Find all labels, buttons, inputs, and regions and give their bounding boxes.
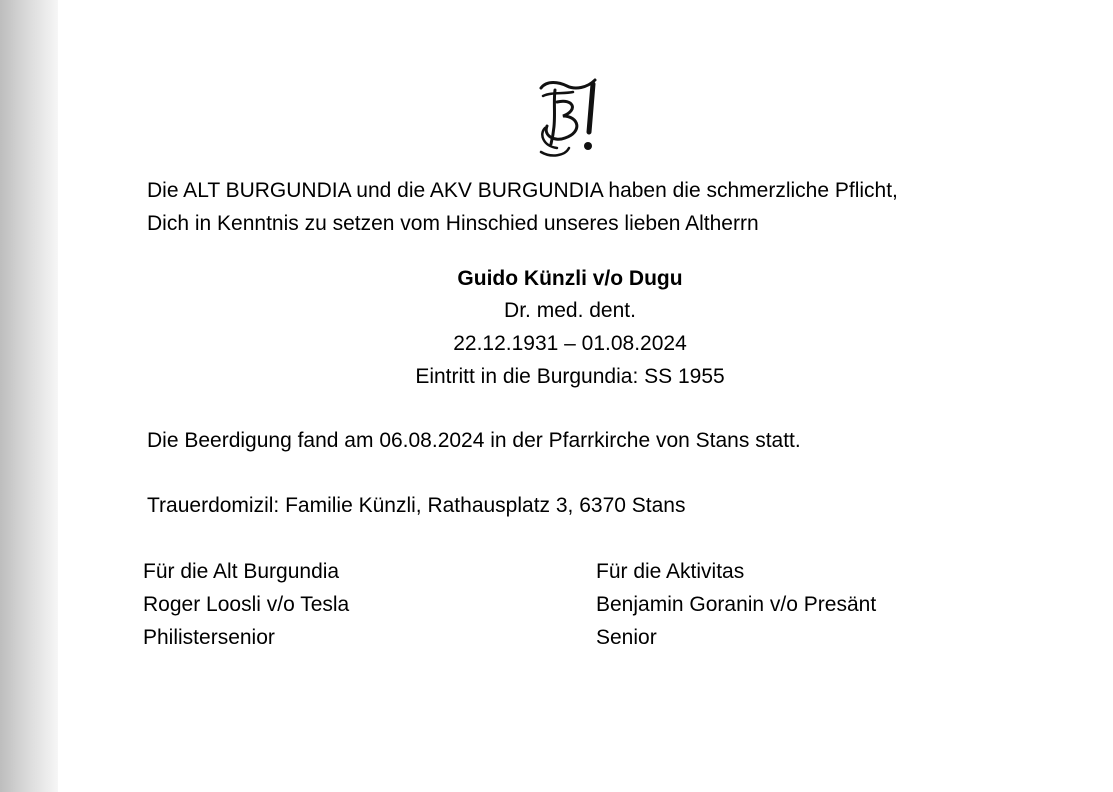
mourning-address: Trauerdomizil: Familie Künzli, Rathausplatz 3, 6370 Stans [147, 494, 686, 517]
signature-right-role: Senior [596, 626, 657, 649]
deceased-title: Dr. med. dent. [504, 299, 636, 322]
deceased-entry: Eintritt in die Burgundia: SS 1955 [415, 365, 725, 388]
signature-left-person: Roger Loosli v/o Tesla [143, 593, 350, 616]
signature-right-org: Für die Aktivitas [596, 560, 745, 583]
intro-line-2: Dich in Kenntnis zu setzen vom Hinschied unseres lieben Altherrn [147, 212, 759, 235]
deceased-name: Guido Künzli v/o Dugu [457, 267, 683, 290]
signature-right-person: Benjamin Goranin v/o Presänt [596, 593, 877, 616]
intro-line-1: Die ALT BURGUNDIA und die AKV BURGUNDIA haben die schmerzliche Pflicht, [147, 179, 898, 202]
funeral-notice: Die Beerdigung fand am 06.08.2024 in der Pfarrkirche von Stans statt. [147, 429, 801, 452]
signature-left-role: Philistersenior [143, 626, 275, 649]
page-shadow-gutter [0, 0, 58, 792]
burgundia-monogram-logo [533, 74, 605, 160]
deceased-dates: 22.12.1931 – 01.08.2024 [453, 332, 687, 355]
signature-left-org: Für die Alt Burgundia [143, 560, 340, 583]
